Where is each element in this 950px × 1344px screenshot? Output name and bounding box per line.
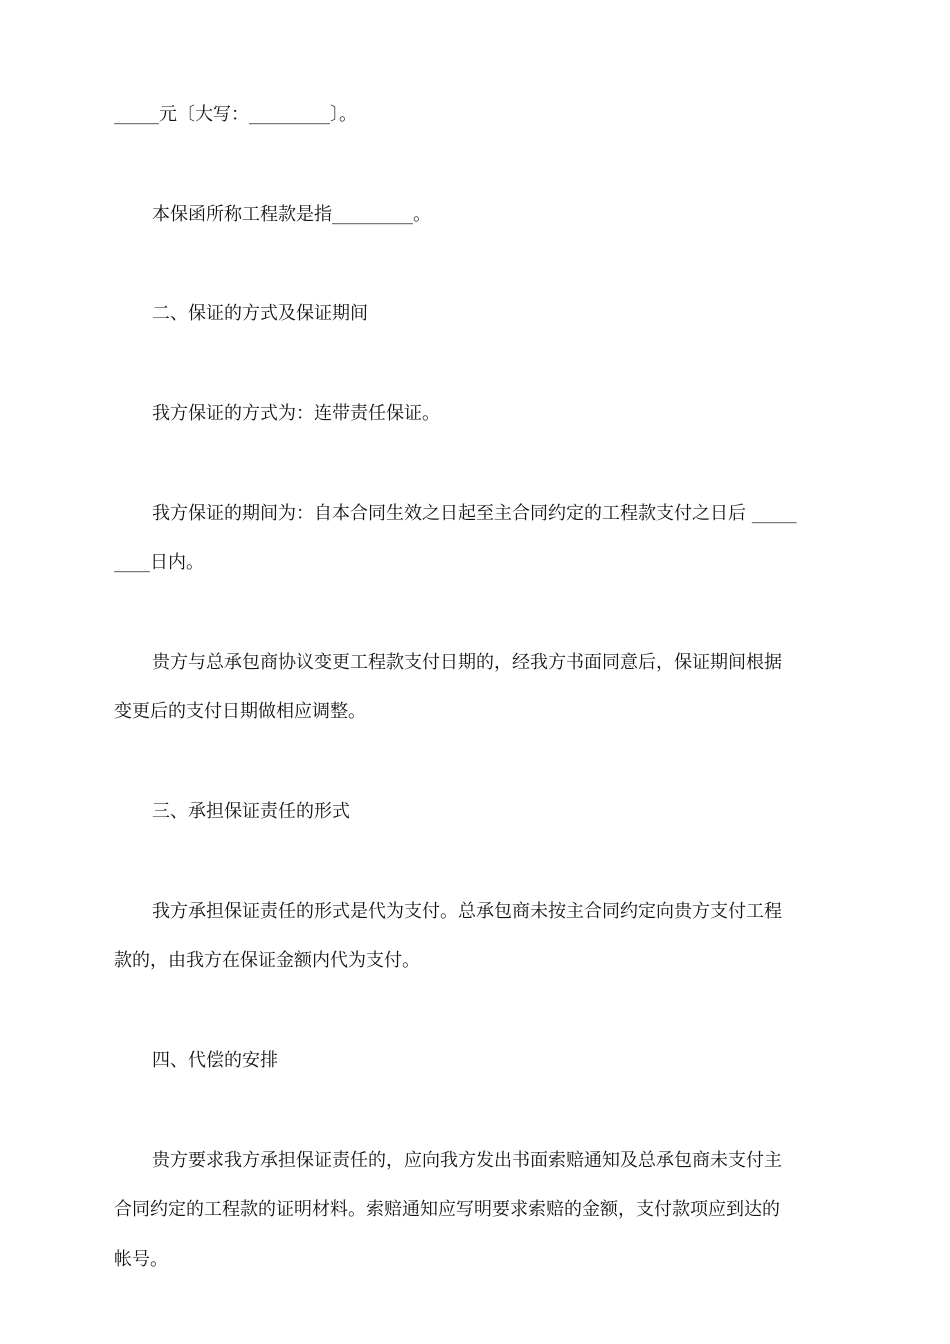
- section-heading-4: 四、代偿的安排: [152, 1050, 278, 1071]
- guarantee-period-line-2: ____日内。: [114, 552, 204, 573]
- guarantee-period-line-1: 我方保证的期间为：自本合同生效之日起至主合同约定的工程款支付之日后 _____: [152, 503, 797, 524]
- project-payment-definition: 本保函所称工程款是指_________。: [152, 204, 431, 225]
- amount-line: _____元〔大写：_________〕。: [114, 104, 357, 125]
- guarantee-method: 我方保证的方式为：连带责任保证。: [152, 403, 440, 424]
- section-heading-2: 二、保证的方式及保证期间: [152, 303, 368, 324]
- section-heading-3: 三、承担保证责任的形式: [152, 801, 350, 822]
- period-adjustment-line-2: 变更后的支付日期做相应调整。: [114, 701, 366, 722]
- compensation-line-2: 合同约定的工程款的证明材料。索赔通知应写明要求索赔的金额，支付款项应到达的: [114, 1199, 780, 1220]
- liability-form-line-1: 我方承担保证责任的形式是代为支付。总承包商未按主合同约定向贵方支付工程: [152, 901, 782, 922]
- period-adjustment-line-1: 贵方与总承包商协议变更工程款支付日期的，经我方书面同意后，保证期间根据: [152, 652, 782, 673]
- liability-form-line-2: 款的，由我方在保证金额内代为支付。: [114, 950, 420, 971]
- compensation-line-3: 帐号。: [114, 1249, 168, 1270]
- compensation-line-1: 贵方要求我方承担保证责任的，应向我方发出书面索赔通知及总承包商未支付主: [152, 1150, 782, 1171]
